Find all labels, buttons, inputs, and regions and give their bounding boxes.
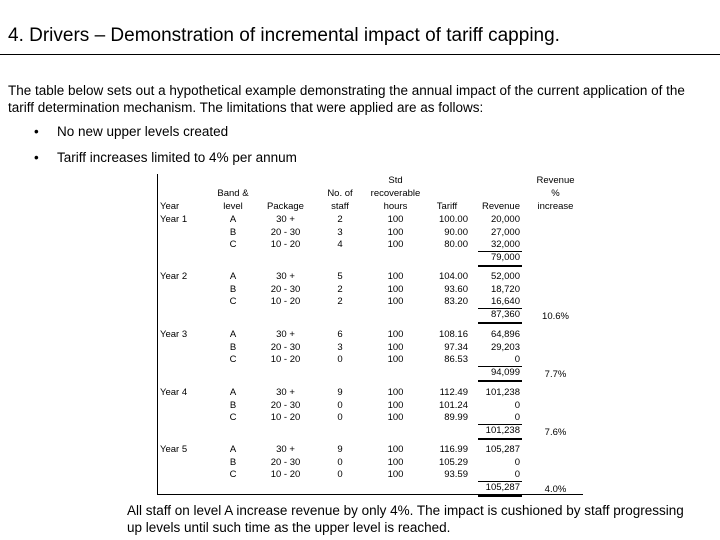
revenue-increase: 7.7%	[544, 369, 567, 380]
band-cell: C	[229, 354, 237, 365]
bullet-text: No new upper levels created	[57, 124, 229, 139]
hours-cell: 100	[387, 226, 404, 238]
revenue-cell: 0	[514, 399, 520, 411]
tariff-cell: 116.99	[439, 444, 468, 455]
package-cell: 10 - 20	[270, 412, 301, 423]
staff-cell: 9	[337, 444, 343, 455]
hours-cell: 100	[387, 399, 404, 411]
revenue-cell: 0	[514, 469, 520, 480]
hours-cell: 100	[387, 444, 404, 455]
header-band: Band & level	[217, 188, 249, 212]
hours-cell: 100	[387, 354, 404, 365]
tariff-cell: 93.59	[444, 469, 468, 480]
total-rule	[478, 495, 522, 497]
hours-cell: 100	[387, 412, 404, 423]
header-staff: No. of staff	[327, 188, 353, 212]
tariff-cell: 104.00	[438, 271, 468, 282]
hours-cell: 100	[387, 387, 404, 398]
hours-cell: 100	[387, 283, 404, 295]
package-cell: 30 +	[276, 444, 295, 455]
staff-cell: 2	[337, 214, 343, 225]
year-label: Year 2	[160, 271, 188, 282]
hours-cell: 100	[387, 469, 404, 480]
package-cell: 30 +	[276, 214, 295, 225]
band-cell: B	[229, 456, 237, 468]
staff-cell: 0	[337, 399, 343, 411]
staff-cell: 0	[337, 456, 343, 468]
staff-cell: 0	[337, 469, 343, 480]
bullet-symbol: •	[34, 150, 39, 165]
header-increase: Revenue % increase	[536, 175, 575, 212]
total-rule	[478, 438, 522, 440]
tariff-cell: 112.49	[439, 387, 468, 398]
revenue-total: 105,287	[485, 482, 520, 493]
staff-cell: 2	[337, 283, 343, 295]
staff-cell: 6	[337, 329, 343, 340]
package-cell: 10 - 20	[270, 296, 301, 307]
package-cell: 10 - 20	[270, 354, 301, 365]
revenue-cell: 0	[514, 412, 520, 423]
total-rule	[478, 265, 522, 267]
revenue-cell: 16,640	[490, 296, 520, 307]
bullet-item	[34, 150, 297, 165]
tariff-cell: 83.20	[444, 296, 468, 307]
band-cell: A	[229, 271, 237, 282]
revenue-cell: 20,000	[490, 214, 520, 225]
revenue-cell: 101,238	[485, 387, 520, 398]
revenue-increase: 4.0%	[544, 484, 567, 495]
staff-cell: 2	[337, 296, 343, 307]
tariff-cell: 93.60	[444, 283, 468, 295]
package-cell: 30 +	[276, 271, 295, 282]
revenue-total: 101,238	[485, 425, 520, 436]
package-cell: 10 - 20	[270, 469, 301, 480]
revenue-total: 94,099	[490, 367, 520, 378]
tariff-cell: 89.99	[444, 412, 468, 423]
year-label: Year 3	[160, 329, 188, 340]
revenue-cell: 0	[514, 456, 520, 468]
revenue-total: 79,000	[490, 252, 520, 263]
tariff-cell: 101.24	[438, 399, 468, 411]
tariff-cell: 90.00	[444, 226, 468, 238]
band-cell: C	[229, 412, 237, 423]
staff-cell: 3	[337, 226, 343, 238]
year-label: Year 5	[160, 444, 188, 455]
hours-cell: 100	[387, 341, 404, 353]
header-tariff: Tariff	[436, 201, 458, 212]
year-label: Year 4	[160, 387, 188, 398]
band-cell: B	[229, 283, 237, 295]
bullet-text: Tariff increases limited to 4% per annum	[57, 150, 297, 165]
revenue-increase: 7.6%	[544, 427, 567, 438]
year-label: Year 1	[160, 214, 188, 225]
hours-cell: 100	[387, 239, 404, 250]
bullet-item	[34, 124, 228, 139]
hours-cell: 100	[387, 456, 404, 468]
tariff-cell: 86.53	[444, 354, 468, 365]
package-cell: 20 - 30	[270, 283, 301, 295]
tariff-cell: 108.16	[438, 329, 468, 340]
total-rule	[478, 322, 522, 324]
tariff-cell: 100.00	[438, 214, 468, 225]
revenue-total: 87,360	[490, 309, 520, 320]
band-cell: A	[229, 329, 237, 340]
band-cell: C	[229, 469, 237, 480]
total-rule	[478, 380, 522, 382]
band-cell: C	[229, 239, 237, 250]
band-cell: A	[229, 444, 237, 455]
band-cell: B	[229, 399, 237, 411]
revenue-increase: 10.6%	[542, 311, 569, 322]
footer-note: All staff on level A increase revenue by only 4%. The impact is cushioned by staff progressing up levels until such time as the upper level is reached.	[127, 503, 684, 535]
hours-cell: 100	[387, 296, 404, 307]
revenue-cell: 29,203	[490, 341, 520, 353]
revenue-cell: 105,287	[485, 444, 520, 455]
revenue-cell: 0	[514, 354, 520, 365]
staff-cell: 9	[337, 387, 343, 398]
staff-cell: 5	[337, 271, 343, 282]
package-cell: 20 - 30	[270, 226, 301, 238]
tariff-cell: 105.29	[438, 456, 468, 468]
tariff-cell: 97.34	[444, 341, 468, 353]
revenue-cell: 64,896	[490, 329, 520, 340]
package-cell: 30 +	[276, 387, 295, 398]
band-cell: C	[229, 296, 237, 307]
header-revenue: Revenue	[481, 201, 520, 212]
revenue-cell: 32,000	[490, 239, 520, 250]
page-title: 4. Drivers – Demonstration of incremental impact of tariff capping.	[8, 25, 560, 46]
band-cell: A	[229, 387, 237, 398]
band-cell: B	[229, 226, 237, 238]
staff-cell: 0	[337, 354, 343, 365]
package-cell: 20 - 30	[270, 341, 301, 353]
title-underline	[0, 54, 720, 55]
band-cell: A	[229, 214, 237, 225]
hours-cell: 100	[387, 329, 404, 340]
staff-cell: 0	[337, 412, 343, 423]
bullet-symbol: •	[34, 124, 39, 139]
staff-cell: 3	[337, 341, 343, 353]
intro-paragraph: The table below sets out a hypothetical example demonstrating the annual impact of the current application of the tariff determination mechanism. The limitations that were applied are as follows:	[8, 83, 685, 115]
band-cell: B	[229, 341, 237, 353]
header-year: Year	[160, 201, 180, 212]
header-package: Package	[267, 201, 304, 212]
revenue-cell: 52,000	[490, 271, 520, 282]
package-cell: 10 - 20	[270, 239, 301, 250]
header-hours: Std recoverable hours	[370, 175, 421, 212]
hours-cell: 100	[387, 214, 404, 225]
hours-cell: 100	[387, 271, 404, 282]
revenue-cell: 27,000	[490, 226, 520, 238]
package-cell: 30 +	[276, 329, 295, 340]
revenue-cell: 18,720	[490, 283, 520, 295]
staff-cell: 4	[337, 239, 343, 250]
tariff-cell: 80.00	[444, 239, 468, 250]
tariff-table	[157, 174, 583, 495]
package-cell: 20 - 30	[270, 456, 301, 468]
package-cell: 20 - 30	[270, 399, 301, 411]
